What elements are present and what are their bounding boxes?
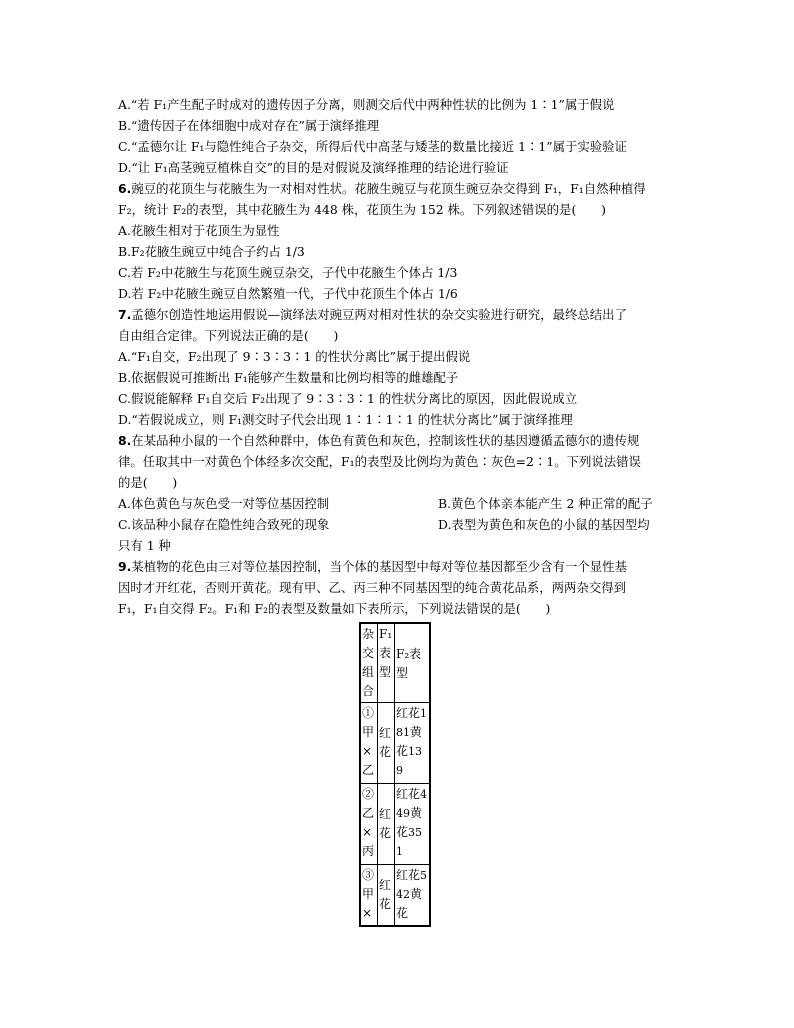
f2-phenotype — [395, 784, 431, 865]
f1-phenotype: 红花 — [378, 703, 395, 784]
f2-phenotype — [395, 865, 431, 927]
q5-option-b: B.“遗传因子在体细胞中成对存在”属于演绎推理 — [118, 118, 380, 133]
f1-phenotype: 红花 — [378, 865, 395, 927]
q6-option-a: A.花腋生相对于花顶生为显性 — [118, 223, 280, 238]
f2-red-label: 红花 — [396, 787, 421, 801]
f2-phenotype — [395, 703, 431, 784]
q6-option-c: C.若 F₂中花腋生与花顶生豌豆杂交，子代中花腋生个体占 1/3 — [118, 265, 458, 280]
f2-red-count: 449 — [396, 788, 428, 820]
q9-stem-line3: F₁，F₁自交得 F₂。F₁和 F₂的表型及数量如下表所示，下列说法错误的是( ) — [118, 601, 551, 616]
q8-stem-line1 — [118, 430, 684, 451]
q8-option-a: A.体色黄色与灰色受一对等位基因控制 — [118, 496, 330, 511]
q9-stem-text: 某植物的花色由三对等位基因控制，当个体的基因型中每对等位基因都至少含有一个显性基 — [131, 559, 627, 574]
header-f2-phenotype: F₂表型 — [395, 623, 431, 703]
q9-stem-line2: 因时才开红花，否则开黄花。现有甲、乙、丙三种不同基因型的纯合黄花品系，两两杂交得到 — [118, 580, 627, 595]
f1-phenotype: 红花 — [378, 784, 395, 865]
q8-option-d: D.表型为黄色和灰色的小鼠的基因型均 — [438, 517, 650, 532]
q8-option-d-continued: 只有 1 种 — [118, 538, 171, 553]
f2-red-count: 181 — [396, 707, 428, 739]
q6-stem-text: 豌豆的花顶生与花腋生为一对相对性状。花腋生豌豆与花顶生豌豆杂交得到 F₁，F₁自然种植得 — [131, 181, 646, 196]
table-row — [360, 784, 430, 865]
header-f1-phenotype: F₁表型 — [378, 623, 395, 703]
q7-option-a: A.“F₁自交，F₂出现了 9∶3∶3∶1 的性状分离比”属于提出假说 — [118, 349, 471, 364]
q6-number: 6. — [118, 181, 132, 196]
q5-option-d: D.“让 F₁高茎豌豆植株自交”的目的是对假说及演绎推理的结论进行验证 — [118, 160, 509, 175]
q6-option-b: B.F₂花腋生豌豆中纯合子约占 1/3 — [118, 244, 305, 259]
q7-option-d: D.“若假说成立，则 F₁测交时子代会出现 1∶1∶1∶1 的性状分离比”属于演绎推理 — [118, 412, 573, 427]
f2-yellow-count: 351 — [396, 826, 423, 858]
q5-option-c: C.“孟德尔让 F₁与隐性纯合子杂交，所得后代中高茎与矮茎的数量比接近 1∶1”属于实验验证 — [118, 139, 627, 154]
cross-combination: ①甲×乙 — [360, 703, 378, 784]
table-row — [360, 703, 430, 784]
cross-combination: ③甲× — [360, 865, 378, 927]
q8-option-b: B.黄色个体亲本能产生 2 种正常的配子 — [438, 496, 653, 511]
q7-stem-line2: 自由组合定律。下列说法正确的是( ) — [118, 328, 339, 343]
q9-number: 9. — [118, 559, 132, 574]
q8-number: 8. — [118, 433, 132, 448]
q8-option-c: C.该品种小鼠存在隐性纯合致死的现象 — [118, 517, 330, 532]
exam-page — [118, 94, 684, 619]
q7-option-c: C.假说能解释 F₁自交后 F₂出现了 9∶3∶3∶1 的性状分离比的原因，因此假说成立 — [118, 391, 578, 406]
cross-combination: ②乙×丙 — [360, 784, 378, 865]
cross-results-table — [359, 622, 431, 927]
q8-stem-line2: 律。任取其中一对黄色个体经多次交配，F₁的表型及比例均为黄色∶灰色=2∶1。下列说法错误 — [118, 454, 641, 469]
f2-red-label: 红花 — [396, 868, 421, 882]
f2-red-count: 542 — [396, 869, 428, 901]
q8-options-row2 — [118, 514, 684, 535]
q6-option-d: D.若 F₂中花腋生豌豆自然繁殖一代，子代中花顶生个体占 1/6 — [118, 286, 458, 301]
q7-stem-line1 — [118, 304, 684, 325]
f2-yellow-label: 黄花 — [396, 806, 423, 839]
table-row — [360, 865, 430, 927]
table-header-row — [360, 623, 430, 703]
f2-yellow-count: 139 — [396, 745, 423, 777]
q6-stem-line1 — [118, 178, 684, 199]
q9-stem-line1 — [118, 556, 684, 577]
q7-option-b: B.依据假说可推断出 F₁能够产生数量和比例均相等的雌雄配子 — [118, 370, 459, 385]
f2-red-label: 红花 — [396, 706, 421, 720]
q6-stem-line2: F₂，统计 F₂的表型，其中花腋生为 448 株，花顶生为 152 株。下列叙述错误的是( ) — [118, 202, 606, 217]
q7-number: 7. — [118, 307, 132, 322]
f2-yellow-label: 黄花 — [396, 887, 423, 920]
q8-options-row1 — [118, 493, 684, 514]
q7-stem-text: 孟德尔创造性地运用假说—演绎法对豌豆两对相对性状的杂交实验进行研究，最终总结出了 — [131, 307, 627, 322]
q8-stem-text: 在某品种小鼠的一个自然种群中，体色有黄色和灰色，控制该性状的基因遵循孟德尔的遗传规 — [131, 433, 640, 448]
f2-yellow-label: 黄花 — [396, 725, 423, 758]
header-cross-combination: 杂交组合 — [360, 623, 378, 703]
q5-option-a: A.“若 F₁产生配子时成对的遗传因子分离，则测交后代中两种性状的比例为 1∶1”属于假说 — [118, 97, 615, 112]
q8-stem-line3: 的是( ) — [118, 475, 178, 490]
